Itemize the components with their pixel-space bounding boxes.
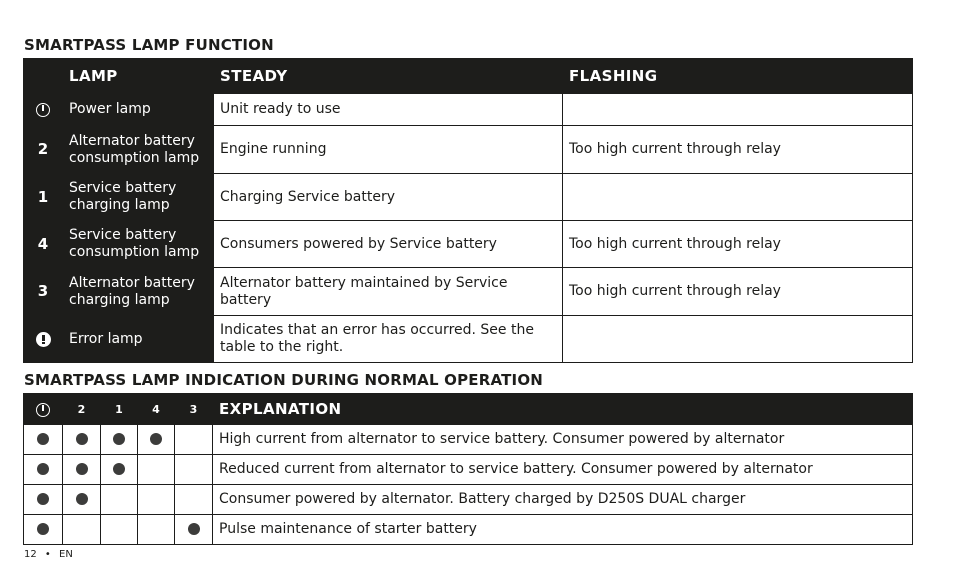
table-header-row	[24, 394, 913, 425]
explanation-text: High current from alternator to service battery. Consumer powered by alternator	[213, 425, 913, 455]
table-row	[24, 94, 913, 126]
lamp-name: Error lamp	[63, 316, 214, 363]
lamp-state-cell	[138, 485, 175, 515]
lamp-on-dot	[37, 463, 49, 475]
header-explanation: EXPLANATION	[213, 394, 913, 425]
steady-text: Charging Service battery	[214, 174, 563, 221]
page-number: 12	[24, 549, 37, 560]
header-flashing: FLASHING	[563, 59, 913, 94]
table-row	[24, 221, 913, 268]
lamp-on-dot	[37, 493, 49, 505]
lamp-on-dot	[37, 433, 49, 445]
lamp-state-cell	[101, 455, 138, 485]
lamp-state-cell	[175, 425, 213, 455]
lamp-state-cell	[101, 515, 138, 545]
lamp-state-cell	[138, 425, 175, 455]
table-row	[24, 316, 913, 363]
lamp-name: Alternator battery charging lamp	[63, 268, 214, 316]
lamp-id: 1	[24, 174, 63, 221]
error-icon	[36, 332, 51, 347]
lamp-state-cell	[138, 455, 175, 485]
lamp-on-dot	[113, 463, 125, 475]
language-code: EN	[59, 549, 73, 560]
lamp-on-dot	[37, 523, 49, 535]
lamp-state-cell	[175, 485, 213, 515]
flashing-text	[563, 94, 913, 126]
section-title-lamp-indication: SMARTPASS LAMP INDICATION DURING NORMAL OPERATION	[24, 371, 544, 389]
power-icon	[36, 403, 50, 417]
steady-text: Alternator battery maintained by Service battery	[214, 268, 563, 316]
lamp-id: 4	[24, 221, 63, 268]
header-lamp-2: 2	[63, 394, 101, 425]
lamp-name: Service battery consumption lamp	[63, 221, 214, 268]
lamp-id: 2	[24, 126, 63, 174]
table-row	[24, 174, 913, 221]
lamp-name: Service battery charging lamp	[63, 174, 214, 221]
lamp-on-dot	[150, 433, 162, 445]
explanation-text: Pulse maintenance of starter battery	[213, 515, 913, 545]
header-steady: STEADY	[214, 59, 563, 94]
steady-text: Indicates that an error has occurred. See the table to the right.	[214, 316, 563, 363]
lamp-on-dot	[188, 523, 200, 535]
flashing-text	[563, 316, 913, 363]
lamp-state-cell	[63, 455, 101, 485]
lamp-id-error	[24, 316, 63, 363]
lamp-on-dot	[113, 433, 125, 445]
lamp-id: 3	[24, 268, 63, 316]
lamp-on-dot	[76, 433, 88, 445]
header-lamp: LAMP	[63, 59, 214, 94]
header-id	[24, 59, 63, 94]
flashing-text: Too high current through relay	[563, 126, 913, 174]
lamp-state-cell	[24, 425, 63, 455]
lamp-state-cell	[101, 425, 138, 455]
lamp-name: Power lamp	[63, 94, 214, 126]
table-row	[24, 485, 913, 515]
table-row	[24, 126, 913, 174]
header-lamp-1: 1	[101, 394, 138, 425]
explanation-text: Consumer powered by alternator. Battery charged by D250S DUAL charger	[213, 485, 913, 515]
header-power	[24, 394, 63, 425]
lamp-on-dot	[76, 463, 88, 475]
steady-text: Unit ready to use	[214, 94, 563, 126]
lamp-id-power	[24, 94, 63, 126]
header-lamp-4: 4	[138, 394, 175, 425]
page-footer	[24, 549, 73, 560]
lamp-indication-table	[23, 393, 913, 545]
lamp-on-dot	[76, 493, 88, 505]
lamp-name: Alternator battery consumption lamp	[63, 126, 214, 174]
steady-text: Consumers powered by Service battery	[214, 221, 563, 268]
table-header-row	[24, 59, 913, 94]
lamp-state-cell	[175, 515, 213, 545]
lamp-state-cell	[101, 485, 138, 515]
flashing-text: Too high current through relay	[563, 221, 913, 268]
flashing-text	[563, 174, 913, 221]
lamp-state-cell	[24, 455, 63, 485]
header-lamp-3: 3	[175, 394, 213, 425]
table-row	[24, 515, 913, 545]
lamp-state-cell	[24, 485, 63, 515]
flashing-text: Too high current through relay	[563, 268, 913, 316]
power-icon	[36, 103, 50, 117]
lamp-state-cell	[63, 515, 101, 545]
footer-separator: •	[44, 549, 51, 560]
lamp-function-table	[23, 58, 913, 363]
lamp-state-cell	[63, 425, 101, 455]
lamp-state-cell	[138, 515, 175, 545]
table-row	[24, 268, 913, 316]
lamp-state-cell	[63, 485, 101, 515]
table-row	[24, 455, 913, 485]
lamp-state-cell	[24, 515, 63, 545]
table-row	[24, 425, 913, 455]
steady-text: Engine running	[214, 126, 563, 174]
explanation-text: Reduced current from alternator to service battery. Consumer powered by alternator	[213, 455, 913, 485]
section-title-lamp-function: SMARTPASS LAMP FUNCTION	[24, 36, 274, 54]
lamp-state-cell	[175, 455, 213, 485]
